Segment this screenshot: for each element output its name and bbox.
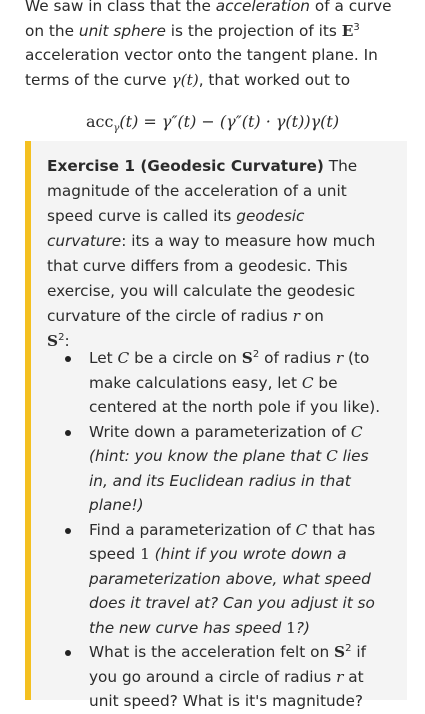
intro-text-c: is the projection of its bbox=[165, 21, 342, 40]
intro-text-d: acceleration vector onto the tangent plane. In terms of the curve bbox=[25, 46, 378, 89]
b1-text-e: be centered at the north pole if you like). bbox=[89, 373, 381, 416]
bullet-dot-icon bbox=[65, 650, 71, 656]
unit-speed-value: 1 bbox=[140, 545, 150, 563]
intro-paragraph bbox=[25, 0, 410, 92]
radius-symbol: r bbox=[292, 307, 300, 325]
b3-hint-b: ?) bbox=[295, 618, 310, 637]
b2-hint-a: (hint: you know the plane that bbox=[89, 447, 327, 465]
exercise-text-4: : bbox=[64, 332, 70, 350]
b1-text-a: Let bbox=[89, 349, 118, 367]
sphere-exponent: 2 bbox=[58, 331, 65, 343]
acceleration-formula bbox=[0, 112, 425, 135]
intro-text-a: We saw in class that the bbox=[25, 0, 216, 15]
b1-text-c: of radius bbox=[259, 349, 336, 367]
sphere-exponent: 2 bbox=[345, 642, 352, 654]
intro-text-e: , that worked out to bbox=[198, 70, 351, 89]
sphere-symbol: S bbox=[241, 349, 253, 367]
sphere-symbol: S bbox=[47, 332, 59, 350]
intro-text-b: of a curve on the bbox=[25, 0, 392, 40]
bullet-dot-icon bbox=[65, 356, 71, 362]
exercise-text-1: The magnitude of the acceleration of a unit speed curve is called its bbox=[47, 157, 358, 225]
curve-C-symbol: C bbox=[117, 349, 130, 367]
unit-sphere-term: unit sphere bbox=[78, 21, 166, 40]
bullet-item-1 bbox=[62, 346, 382, 420]
b3-hint-a: (hint if you wrote down a parameterization above, what speed does it travel at? Can you adjust it so the new curve has speed bbox=[89, 545, 375, 637]
exercise-text-3: on bbox=[299, 307, 324, 325]
intro-text bbox=[25, 0, 410, 92]
acceleration-term: acceleration bbox=[215, 0, 310, 15]
formula-acc-subscript: γ bbox=[113, 123, 120, 135]
radius-symbol: r bbox=[335, 349, 344, 367]
exercise-body bbox=[47, 154, 387, 354]
b4-text-a: What is the acceleration felt on bbox=[89, 643, 335, 661]
b1-text-b: be a circle on bbox=[129, 349, 242, 367]
euclidean-space-symbol: E bbox=[341, 21, 354, 40]
exercise-paragraph bbox=[47, 154, 387, 354]
formula-acc: acc bbox=[85, 112, 114, 131]
exercise-bullet-list bbox=[62, 346, 382, 714]
curve-C-symbol: C bbox=[295, 520, 308, 539]
sphere-symbol: S bbox=[334, 643, 346, 661]
bullet-dot-icon bbox=[65, 430, 71, 436]
gamma-t-symbol: γ(t) bbox=[171, 70, 199, 89]
curve-C-symbol: C bbox=[301, 373, 314, 392]
b3-text-a: Find a parameterization of bbox=[89, 520, 296, 539]
formula-rhs: (t) = γ″(t) − (γ″(t) · γ(t))γ(t) bbox=[119, 112, 340, 131]
b3-text-b: that has speed bbox=[89, 520, 376, 563]
b1-text-d: (to make calculations easy, let bbox=[89, 349, 370, 392]
euclidean-space-exponent: 3 bbox=[353, 21, 360, 33]
b4-text-b: if you go around a circle of radius bbox=[89, 643, 366, 686]
exercise-box bbox=[25, 141, 407, 710]
exercise-text-2: : its a way to measure how much that curve differs from a geodesic. This exercise, you will calculate the geodesic curvature of the circle of radius bbox=[47, 232, 376, 325]
b4-text-c: at unit speed? What is it's magnitude? bbox=[89, 667, 364, 710]
b2-hint-b: lies in, and its Euclidean radius in that plane!) bbox=[89, 447, 369, 514]
sphere-exponent: 2 bbox=[252, 348, 260, 360]
curve-C-symbol: C bbox=[326, 447, 338, 465]
curve-C-symbol: C bbox=[350, 422, 363, 441]
b2-text-a: Write down a parameterization of bbox=[89, 422, 351, 441]
geodesic-curvature-term: geodesic curvature bbox=[47, 207, 305, 250]
radius-symbol: r bbox=[336, 667, 344, 686]
bullet-dot-icon bbox=[65, 528, 71, 534]
bullet-item-2 bbox=[62, 420, 382, 518]
exercise-title: Exercise 1 (Geodesic Curvature) bbox=[47, 157, 324, 175]
bullet-item-4 bbox=[62, 640, 382, 714]
unit-speed-value: 1 bbox=[286, 618, 296, 637]
bullet-item-3 bbox=[62, 518, 382, 641]
